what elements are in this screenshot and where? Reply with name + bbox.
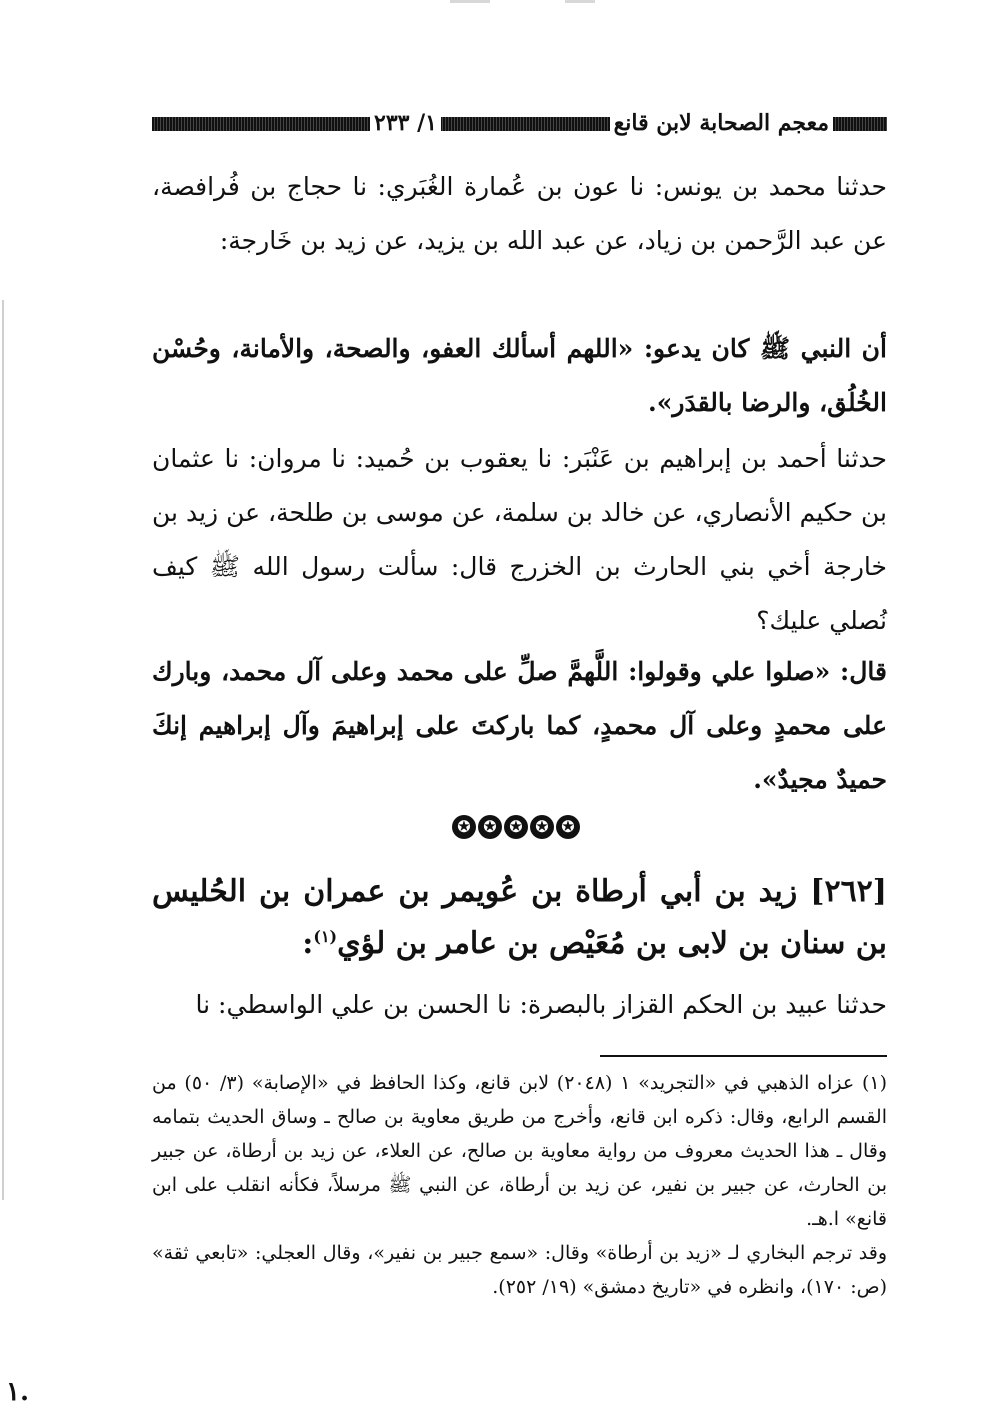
star-icon: ✪	[556, 815, 580, 839]
running-header	[152, 108, 887, 138]
entry-title-colon: :	[302, 926, 314, 961]
footnote-ref: (١)	[313, 927, 338, 946]
footnote-rule	[600, 1055, 887, 1057]
entry-heading	[152, 866, 887, 970]
star-icon: ✪	[530, 815, 554, 839]
star-icon: ✪	[452, 815, 476, 839]
header-title: معجم الصحابة لابن قانع	[610, 108, 833, 138]
margin-mark: ١.	[6, 1377, 30, 1407]
entry-title-text: [٢٦٢] زيد بن أبي أرطاة بن عُويمر بن عمران بن الحُليس بن سنان بن لابى بن مُعَيْص بن عامر بن لؤي	[152, 874, 887, 961]
star-icon: ✪	[478, 815, 502, 839]
paragraph-3: حدثنا أحمد بن إبراهيم بن عَنْبَر: نا يعقوب بن حُميد: نا مروان: نا عثمان بن حكيم الأنصاري، عن خالد بن سلمة، عن موسى بن طلحة، عن زيد بن خارجة أخي بني الحارث بن الخزرج قال: سألت رسول الله ﷺ كيف نُصلي عليك؟	[152, 444, 887, 635]
footnote-1: (١) عزاه الذهبي في «التجريد» ١ (٢٠٤٨) لابن قانع، وكذا الحافظ في «الإصابة» (٣/ ٥٠) من القسم الرابع، وقال: ذكره ابن قانع، وأخرج من طريق معاوية بن صالح ـ وساق الحديث بتمامه وقال ـ هذا الحديث معروف من رواية معاوية بن صالح، عن العلاء، عن زيد بن أرطاة، عن جبير بن الحارث، عن جبير بن نفير، عن زيد بن أرطاة، عن النبي ﷺ مرسلاً، فكأنه انقلب على ابن قانع» ا.هـ.	[152, 1072, 887, 1230]
scan-mark	[450, 0, 490, 3]
footnotes	[152, 1066, 887, 1304]
paragraph-2: أن النبي ﷺ كان يدعو: «اللهم أسألك العفو، والصحة، والأمانة، وحُسْن الخُلُق، والرضا بالقدَر».	[152, 334, 887, 417]
scan-edge	[2, 300, 4, 1200]
star-icon: ✪	[504, 815, 528, 839]
entry-first-line: حدثنا عبيد بن الحكم القزاز بالبصرة: نا الحسن بن علي الواسطي: نا	[195, 990, 887, 1019]
footnote-2: وقد ترجم البخاري لـ «زيد بن أرطاة» وقال: «سمع جبير بن نفير»، وقال العجلي: «تابعي ثقة» (ص: ١٧٠)، وانظره في «تاريخ دمشق» (١٩/ ٢٥٢).	[152, 1242, 887, 1298]
scan-mark	[565, 0, 595, 3]
paragraph-1: حدثنا محمد بن يونس: نا عون بن عُمارة الغُبَري: نا حجاج بن فُرافصة، عن عبد الرَّحمن بن زياد، عن عبد الله بن يزيد، عن زيد بن خَارجة:	[152, 172, 887, 255]
header-page-number: ١/ ٢٣٣	[370, 108, 441, 138]
section-divider	[452, 815, 592, 847]
paragraph-4: قال: «صلوا علي وقولوا: اللَّهمَّ صلِّ على محمد وعلى آل محمد، وبارك على محمدٍ وعلى آل محمدٍ، كما باركتَ على إبراهيمَ وآل إبراهيم إنكَ حميدٌ مجيدٌ».	[152, 657, 887, 794]
